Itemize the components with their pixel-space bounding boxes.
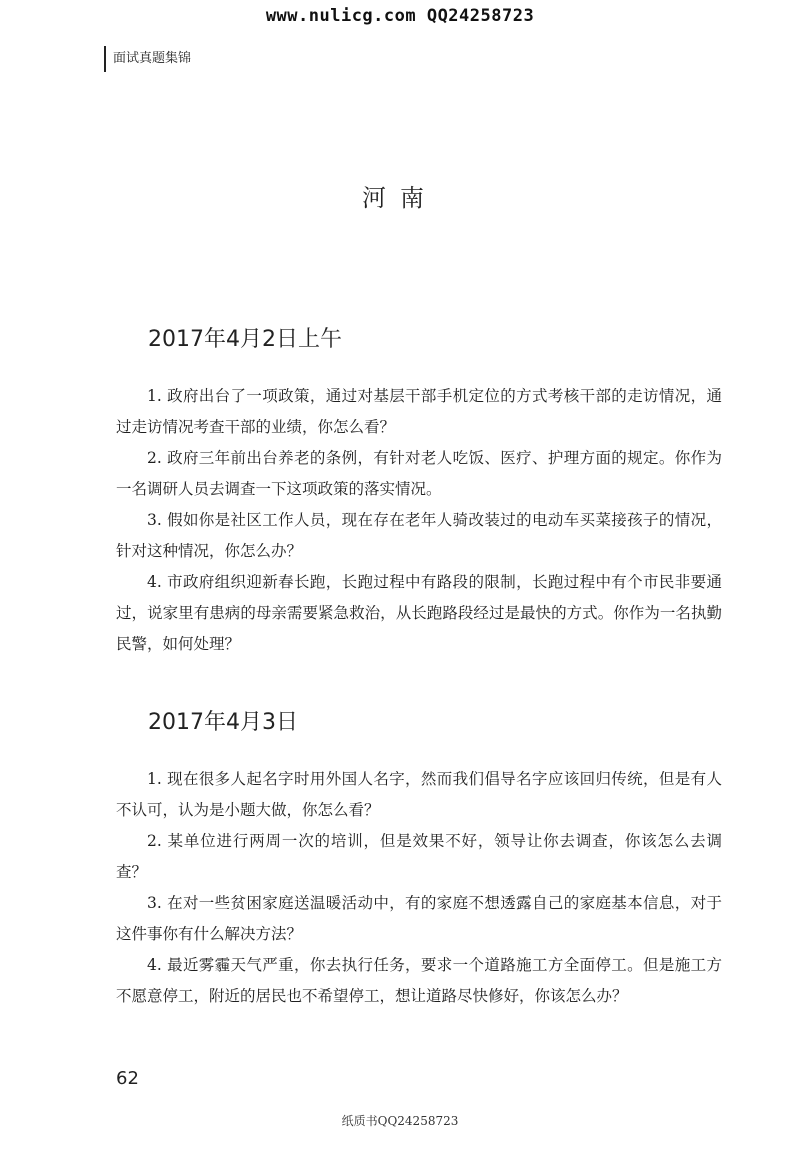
running-head: 面试真题集锦 [104,46,191,72]
question-item: 2. 政府三年前出台养老的条例，有针对老人吃饭、医疗、护理方面的规定。你作为一名调研人员去调查一下这项政策的落实情况。 [116,449,722,498]
question-item: 1. 现在很多人起名字时用外国人名字，然而我们倡导名字应该回归传统，但是有人不认可，认为是小题大做，你怎么看？ [116,770,722,819]
bottom-watermark: 纸质书QQ24258723 [341,1114,459,1128]
question-item: 1. 政府出台了一项政策，通过对基层干部手机定位的方式考核干部的走访情况，通过走访情况考查干部的业绩，你怎么看？ [116,387,722,436]
section-2017-04-02 [116,322,722,660]
page-number: 62 [116,1068,139,1089]
chapter-title: 河南 [362,184,438,212]
section-heading: 2017年4月2日上午 [148,327,342,352]
question-item: 4. 市政府组织迎新春长跑，长跑过程中有路段的限制，长跑过程中有个市民非要通过，说家里有患病的母亲需要紧急救治，从长跑路段经过是最快的方式。你作为一名执勤民警，如何处理？ [116,573,722,653]
top-watermark: www.nulicg.com QQ24258723 [265,6,535,26]
question-item: 3. 假如你是社区工作人员，现在存在老年人骑改装过的电动车买菜接孩子的情况，针对这种情况，你怎么办？ [116,511,722,560]
section-heading: 2017年4月3日 [148,710,298,735]
question-item: 3. 在对一些贫困家庭送温暖活动中，有的家庭不想透露自己的家庭基本信息，对于这件事你有什么解决方法？ [116,894,722,943]
question-item: 2. 某单位进行两周一次的培训，但是效果不好，领导让你去调查，你该怎么去调查？ [116,832,722,881]
section-2017-04-03 [116,705,722,1012]
question-item: 4. 最近雾霾天气严重，你去执行任务，要求一个道路施工方全面停工。但是施工方不愿意停工，附近的居民也不希望停工，想让道路尽快修好，你该怎么办？ [116,956,722,1005]
